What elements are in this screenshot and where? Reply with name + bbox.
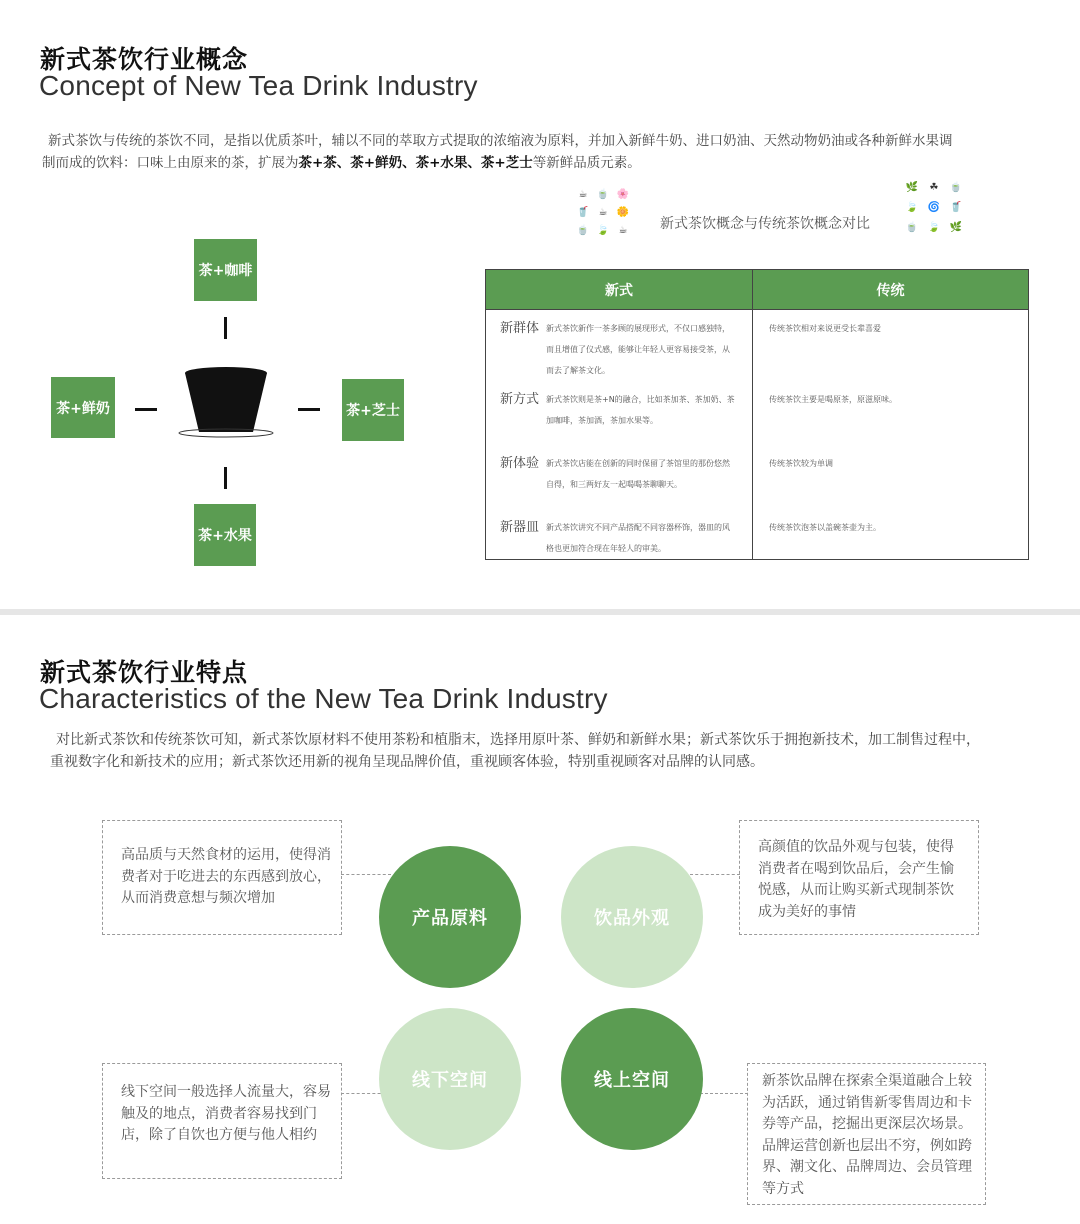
brand-logo-icon: 🌸 (616, 189, 630, 200)
brand-logo-icon: 🍃 (596, 225, 610, 236)
brand-logo-icon: 🌼 (616, 207, 630, 218)
intro-line: 重视数字化和新技术的应用；新式茶饮还用新的视角呈现品牌价值，重视顾客体验，特别重视顾客对品牌的认同感。 (50, 754, 764, 770)
tea-coffee-box: 茶+咖啡 (194, 239, 257, 301)
tea-cheese-box: 茶+芝士 (342, 379, 404, 441)
comparison-title: 新式茶饮概念与传统茶饮概念对比 (660, 216, 870, 232)
brand-logo-icon: 🍃 (927, 222, 941, 233)
connector (224, 467, 227, 489)
table-row (486, 381, 1029, 445)
table-row (486, 509, 1029, 560)
brand-logo-icon: 🍵 (576, 225, 590, 236)
table-cell (486, 445, 753, 509)
connector (298, 408, 320, 411)
connector (224, 317, 227, 339)
brand-logo-icon: ☘ (929, 182, 939, 193)
new-text: 新式茶饮则是茶+N的融合，比如茶加茶、茶加奶、茶加咖啡，茶加酒，茶加水果等。 (546, 395, 735, 425)
traditional-text: 传统茶饮相对来说更受长辈喜爱 (769, 324, 881, 333)
brand-logo-icon: ☕ (598, 207, 608, 218)
brand-logo-icon: 🍵 (596, 189, 610, 200)
intro-line: 新式茶饮与传统的茶饮不同，是指以优质茶叶，辅以不同的萃取方式提取的浓缩液为原料，并加入新鲜牛奶、进口奶油、天然动物奶油或各种新鲜水果调 (48, 133, 953, 149)
tea-milk-box: 茶+鲜奶 (51, 377, 115, 438)
intro-paragraph (42, 130, 1042, 174)
page-subtitle: Concept of New Tea Drink Industry (39, 70, 478, 101)
brand-logo-icon: 🍵 (949, 182, 963, 193)
online-space-description: 新茶饮品牌在探索全渠道融合上较为活跃，通过销售新零售周边和卡券等产品，挖掘出更深层次场景。品牌运营创新也层出不穷，例如跨界、潮文化、品牌周边、会员管理等方式 (747, 1063, 986, 1205)
intro-line: 制而成的饮料：口味上由原来的茶，扩展为茶+茶、茶+鲜奶、茶+水果、茶+芝士等新鲜品质元素。 (42, 155, 641, 171)
brand-logos-right (904, 181, 964, 235)
brand-logo-icon: ☕ (578, 189, 588, 200)
table-header-traditional: 传统 (753, 270, 1029, 310)
row-label: 新器皿 (500, 520, 540, 535)
slide-characteristics (0, 615, 1080, 1224)
circle-product-materials: 产品原料 (379, 846, 521, 988)
slide-concept (0, 0, 1080, 609)
circle-drink-appearance: 饮品外观 (561, 846, 703, 988)
offline-space-description: 线下空间一般选择人流量大，容易触及的地点，消费者容易找到门店，除了自饮也方便与他人相约 (102, 1063, 342, 1179)
table-cell (486, 381, 753, 445)
row-label: 新群体 (500, 321, 540, 336)
dashed-connector (341, 874, 391, 875)
new-text: 新式茶饮讲究不同产品搭配不同容器杯饰，器皿的风格也更加符合现在年轻人的审美。 (546, 523, 730, 553)
table-row (486, 310, 1029, 382)
new-text: 新式茶饮新作一茶多顾的展现形式，不仅口感独特，而且增值了仪式感，能够让年轻人更容易接受茶，从而去了解茶文化。 (546, 324, 730, 375)
traditional-text: 传统茶饮泡茶以盖碗茶壶为主。 (769, 523, 881, 532)
appearance-description: 高颜值的饮品外观与包装，使得消费者在喝到饮品后，会产生愉悦感，从而让购买新式现制茶饮成为美好的事情 (739, 820, 979, 935)
comparison-table (485, 269, 1029, 560)
brand-logo-icon: 🌿 (949, 222, 963, 233)
brand-logo-icon: 🌿 (905, 182, 919, 193)
intro-paragraph (50, 729, 1050, 773)
page-title: 新式茶饮行业概念 (40, 45, 249, 74)
circle-online-space: 线上空间 (561, 1008, 703, 1150)
dashed-connector (690, 874, 740, 875)
row-label: 新体验 (500, 456, 540, 471)
table-cell (486, 509, 753, 560)
traditional-text: 传统茶饮主要是喝原茶，原滋原味。 (769, 395, 897, 404)
connector (135, 408, 157, 411)
row-label: 新方式 (500, 392, 540, 407)
brand-logo-icon: ☕ (618, 225, 628, 236)
brand-logo-icon: 🥤 (576, 207, 590, 218)
brand-logo-icon: 🍵 (905, 222, 919, 233)
table-header-new: 新式 (486, 270, 753, 310)
page-subtitle: Characteristics of the New Tea Drink Industry (39, 683, 608, 714)
circle-offline-space: 线下空间 (379, 1008, 521, 1150)
table-header-row (486, 270, 1029, 310)
raw-materials-description: 高品质与天然食材的运用，使得消费者对于吃进去的东西感到放心，从而消费意想与频次增加 (102, 820, 342, 935)
traditional-text: 传统茶饮较为单调 (769, 459, 833, 468)
tea-fruit-box: 茶+水果 (194, 504, 256, 566)
brand-logo-icon: 🥤 (949, 202, 963, 213)
page-title: 新式茶饮行业特点 (40, 658, 249, 687)
tea-cup-icon (176, 362, 276, 442)
brand-logo-icon: 🌀 (927, 202, 941, 213)
table-row (486, 445, 1029, 509)
brand-logos-left (575, 188, 631, 238)
table-cell (486, 310, 753, 382)
new-text: 新式茶饮店能在创新的同时保留了茶馆里的那份悠然自得，和三两好友一起喝喝茶聊聊天。 (546, 459, 730, 489)
brand-logo-icon: 🍃 (905, 202, 919, 213)
intro-line: 对比新式茶饮和传统茶饮可知，新式茶饮原材料不使用茶粉和植脂末，选择用原叶茶、鲜奶和新鲜水果；新式茶饮乐于拥抱新技术，加工制售过程中， (56, 732, 980, 748)
